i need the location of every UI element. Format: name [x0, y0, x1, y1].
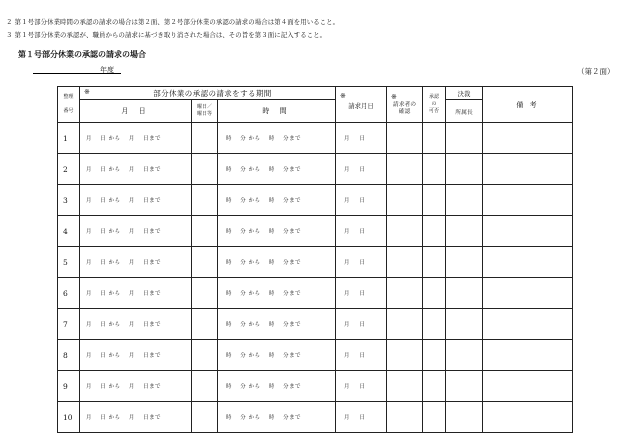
table-row — [58, 216, 573, 247]
seiri-bango-header — [58, 87, 80, 123]
remarks-cell[interactable] — [483, 278, 573, 309]
period-dates-cell[interactable]: 月 日 から 月 日まで — [80, 309, 192, 340]
supervisor-seal-cell[interactable] — [446, 340, 483, 371]
table-row — [58, 154, 573, 185]
request-date-cell[interactable]: 月 日 — [336, 371, 387, 402]
period-dates-cell[interactable]: 月 日 から 月 日まで — [80, 371, 192, 402]
requester-confirm-cell[interactable] — [387, 247, 423, 278]
period-dates-cell[interactable]: 月 日 から 月 日まで — [80, 247, 192, 278]
row-number: 5 — [58, 247, 80, 278]
day-of-week-cell[interactable] — [192, 340, 218, 371]
approval-cell[interactable] — [423, 278, 446, 309]
remarks-cell[interactable] — [483, 247, 573, 278]
page-number-label: （第２面） — [577, 67, 615, 76]
table-row — [58, 371, 573, 402]
period-dates-cell[interactable]: 月 日 から 月 日まで — [80, 278, 192, 309]
approval-cell[interactable] — [423, 340, 446, 371]
request-date-cell[interactable]: 月 日 — [336, 402, 387, 433]
remarks-cell[interactable] — [483, 154, 573, 185]
approval-header — [423, 87, 446, 123]
remarks-cell[interactable] — [483, 371, 573, 402]
day-of-week-cell[interactable] — [192, 278, 218, 309]
dow-label-2: 曜日等 — [196, 111, 212, 117]
requester-confirm-cell[interactable] — [387, 402, 423, 433]
remarks-cell[interactable] — [483, 402, 573, 433]
remarks-cell[interactable] — [483, 309, 573, 340]
day-of-week-cell[interactable] — [192, 309, 218, 340]
bango-label: 番号 — [63, 108, 74, 114]
remarks-cell[interactable] — [483, 216, 573, 247]
requester-confirm-header — [387, 87, 423, 123]
biko-header: 備 考 — [483, 87, 573, 123]
request-date-cell[interactable]: 月 日 — [336, 123, 387, 154]
supervisor-seal-cell[interactable] — [446, 216, 483, 247]
time-range-cell[interactable]: 時 分 から 時 分まで — [218, 371, 336, 402]
time-header: 時 間 — [218, 100, 336, 123]
row-number: 7 — [58, 309, 80, 340]
approval-label-2: の — [431, 101, 437, 107]
time-range-cell[interactable]: 時 分 から 時 分まで — [218, 154, 336, 185]
dow-header — [192, 100, 218, 123]
period-mark: ※ — [84, 87, 90, 96]
period-dates-cell[interactable]: 月 日 から 月 日まで — [80, 340, 192, 371]
supervisor-seal-cell[interactable] — [446, 123, 483, 154]
date-header: 月 日 — [80, 100, 192, 123]
approval-label-1: 承認 — [428, 94, 439, 100]
time-range-cell[interactable]: 時 分 から 時 分まで — [218, 185, 336, 216]
period-dates-cell[interactable]: 月 日 から 月 日まで — [80, 402, 192, 433]
period-title: 部分休業の承認の請求をする期間 — [153, 88, 272, 98]
supervisor-seal-cell[interactable] — [446, 309, 483, 340]
period-dates-cell[interactable]: 月 日 から 月 日まで — [80, 216, 192, 247]
request-date-cell[interactable]: 月 日 — [336, 278, 387, 309]
row-number: 8 — [58, 340, 80, 371]
row-number: 4 — [58, 216, 80, 247]
row-number: 6 — [58, 278, 80, 309]
requester-confirm-cell[interactable] — [387, 309, 423, 340]
remarks-cell[interactable] — [483, 340, 573, 371]
request-date-cell[interactable]: 月 日 — [336, 340, 387, 371]
table-row — [58, 123, 573, 154]
requester-confirm-cell[interactable] — [387, 123, 423, 154]
period-dates-cell[interactable]: 月 日 から 月 日まで — [80, 185, 192, 216]
supervisor-seal-cell[interactable] — [446, 247, 483, 278]
day-of-week-cell[interactable] — [192, 154, 218, 185]
day-of-week-cell[interactable] — [192, 185, 218, 216]
request-date-cell[interactable]: 月 日 — [336, 247, 387, 278]
table-row — [58, 402, 573, 433]
requester-label-1: 請求者の — [392, 102, 417, 108]
time-range-cell[interactable]: 時 分 から 時 分まで — [218, 402, 336, 433]
request-date-cell[interactable]: 月 日 — [336, 185, 387, 216]
requester-confirm-cell[interactable] — [387, 340, 423, 371]
table-row — [58, 185, 573, 216]
requester-label-2: 確認 — [398, 109, 411, 115]
row-number: 3 — [58, 185, 80, 216]
approval-cell[interactable] — [423, 371, 446, 402]
approval-cell[interactable] — [423, 185, 446, 216]
time-range-cell[interactable]: 時 分 から 時 分まで — [218, 278, 336, 309]
instruction-note-2: ２ 第１号部分休業時間の承認の請求の場合は第２面、第２号部分休業の承認の請求の場合は第４面を用いること。 — [6, 18, 340, 26]
time-range-cell[interactable]: 時 分 から 時 分まで — [218, 309, 336, 340]
requester-mark: ※ — [391, 93, 397, 101]
table-row — [58, 247, 573, 278]
period-dates-cell[interactable]: 月 日 から 月 日まで — [80, 123, 192, 154]
period-dates-cell[interactable]: 月 日 から 月 日まで — [80, 154, 192, 185]
instruction-note-3: ３ 第１号部分休業の承認が、職員からの請求に基づき取り消された場合は、その旨を第３面に記入すること。 — [6, 31, 327, 39]
period-header — [80, 87, 336, 100]
request-date-header — [336, 87, 387, 123]
dow-label-1: 曜日／ — [196, 104, 212, 110]
remarks-cell[interactable] — [483, 123, 573, 154]
shozokucho-header: 所属長 — [446, 100, 483, 123]
approval-cell[interactable] — [423, 402, 446, 433]
approval-cell[interactable] — [423, 247, 446, 278]
request-date-cell[interactable]: 月 日 — [336, 309, 387, 340]
section-heading: 第１号部分休業の承認の請求の場合 — [18, 50, 146, 59]
requester-confirm-cell[interactable] — [387, 371, 423, 402]
supervisor-seal-cell[interactable] — [446, 185, 483, 216]
day-of-week-cell[interactable] — [192, 402, 218, 433]
year-label: 年度 — [100, 66, 114, 74]
time-range-cell[interactable]: 時 分 から 時 分まで — [218, 340, 336, 371]
day-of-week-cell[interactable] — [192, 247, 218, 278]
time-range-cell[interactable]: 時 分 から 時 分まで — [218, 216, 336, 247]
request-date-mark: ※ — [340, 91, 346, 100]
supervisor-seal-cell[interactable] — [446, 371, 483, 402]
table-row — [58, 340, 573, 371]
supervisor-seal-cell[interactable] — [446, 402, 483, 433]
remarks-cell[interactable] — [483, 185, 573, 216]
row-number: 10 — [58, 402, 80, 433]
approval-label-3: 可否 — [428, 108, 439, 114]
day-of-week-cell[interactable] — [192, 371, 218, 402]
requester-confirm-cell[interactable] — [387, 154, 423, 185]
row-number: 2 — [58, 154, 80, 185]
kessai-header: 決裁 — [446, 87, 483, 100]
table-row — [58, 309, 573, 340]
approval-cell[interactable] — [423, 309, 446, 340]
requester-confirm-cell[interactable] — [387, 278, 423, 309]
partial-leave-request-table — [57, 86, 573, 433]
approval-cell[interactable] — [423, 123, 446, 154]
requester-confirm-cell[interactable] — [387, 185, 423, 216]
day-of-week-cell[interactable] — [192, 216, 218, 247]
time-range-cell[interactable]: 時 分 から 時 分まで — [218, 247, 336, 278]
seiri-label: 整理 — [63, 94, 74, 100]
table-row — [58, 278, 573, 309]
request-date-cell[interactable]: 月 日 — [336, 216, 387, 247]
request-date-cell[interactable]: 月 日 — [336, 154, 387, 185]
approval-cell[interactable] — [423, 216, 446, 247]
time-range-cell[interactable]: 時 分 から 時 分まで — [218, 123, 336, 154]
approval-cell[interactable] — [423, 154, 446, 185]
supervisor-seal-cell[interactable] — [446, 154, 483, 185]
request-date-label: 請求月日 — [348, 101, 374, 110]
row-number: 1 — [58, 123, 80, 154]
row-number: 9 — [58, 371, 80, 402]
supervisor-seal-cell[interactable] — [446, 278, 483, 309]
day-of-week-cell[interactable] — [192, 123, 218, 154]
requester-confirm-cell[interactable] — [387, 216, 423, 247]
